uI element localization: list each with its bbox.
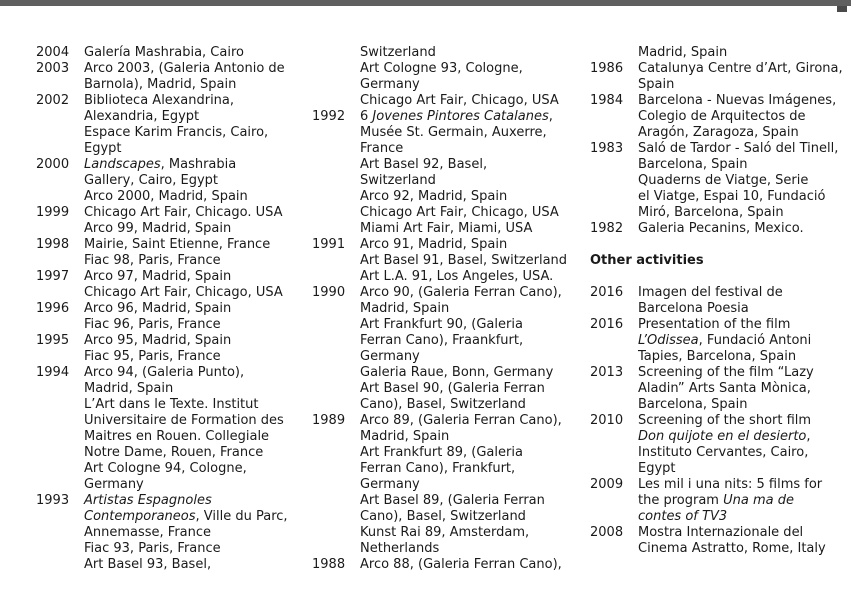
entry-line: Notre Dame, Rouen, France <box>84 445 264 460</box>
entry-line: Les mil i una nits: 5 films for <box>638 477 823 492</box>
entry-line: Tapies, Barcelona, Spain <box>638 349 797 364</box>
entry-line: Arco 99, Madrid, Spain <box>84 221 232 236</box>
entry-line: Arco 2003, (Galeria Antonio de <box>84 61 285 76</box>
entry-text <box>638 477 845 525</box>
entry-text <box>84 269 298 301</box>
exhibition-entry <box>36 237 298 269</box>
entry-text <box>360 557 580 573</box>
exhibition-entry <box>590 413 845 477</box>
entry-line: Arco 95, Madrid, Spain <box>84 333 232 348</box>
entry-text <box>638 61 845 93</box>
italic-title-text: Jovenes Pintores Catalanes <box>372 109 549 124</box>
entry-year: 1998 <box>36 237 70 252</box>
entry-line: Imagen del festival de <box>638 285 783 300</box>
entry-year: 1991 <box>312 237 346 252</box>
entry-line: Ferran Cano), Fraankfurt, <box>360 333 524 348</box>
entry-text <box>84 333 298 365</box>
section-heading: Other activities <box>590 253 704 268</box>
entry-year <box>590 45 638 61</box>
entry-line: el Viatge, Espai 10, Fundació <box>638 189 826 204</box>
entry-line: Miami Art Fair, Miami, USA <box>360 221 533 236</box>
entry-text <box>638 413 845 477</box>
entry-line: Arco 89, (Galeria Ferran Cano), <box>360 413 562 428</box>
line-text: , Mashrabia <box>160 157 237 172</box>
entry-text <box>638 93 845 141</box>
entry-line: Art Basel 93, Basel, <box>84 557 212 572</box>
entry-line <box>84 157 298 173</box>
exhibition-entry <box>36 61 298 93</box>
entry-line: Switzerland <box>360 173 436 188</box>
entry-line: Ferran Cano), Frankfurt, <box>360 461 516 476</box>
exhibition-entry <box>312 413 580 557</box>
entry-year <box>312 45 360 109</box>
exhibition-entry <box>36 93 298 157</box>
entry-line: Arco 94, (Galeria Punto), <box>84 365 245 380</box>
entry-line: Musée St. Germain, Auxerre, <box>360 125 547 140</box>
exhibition-entry <box>590 285 845 317</box>
entry-line: Chicago Art Fair, Chicago. USA <box>84 205 283 220</box>
entry-line: Galería Mashrabia, Cairo <box>84 45 244 60</box>
exhibition-entry <box>36 45 298 61</box>
entry-line: Catalunya Centre d’Art, Girona, <box>638 61 843 76</box>
entry-text <box>84 157 298 205</box>
entry-line: Art Basel 92, Basel, <box>360 157 488 172</box>
entry-line: Art Frankfurt 90, (Galeria <box>360 317 523 332</box>
entry-year: 1994 <box>36 365 70 380</box>
entry-year: 2010 <box>590 413 624 428</box>
entry-line: Galeria Pecanins, Mexico. <box>638 221 804 236</box>
entry-line <box>84 509 298 525</box>
entry-line: Barcelona, Spain <box>638 157 748 172</box>
line-text: , <box>548 109 553 124</box>
entry-year: 2013 <box>590 365 624 380</box>
entry-line: Arco 92, Madrid, Spain <box>360 189 508 204</box>
entry-line: Egypt <box>638 461 676 476</box>
entry-text <box>638 365 845 413</box>
entry-line <box>638 509 845 525</box>
entry-text <box>638 317 845 365</box>
entry-text <box>84 365 298 493</box>
entry-line: Arco 90, (Galeria Ferran Cano), <box>360 285 562 300</box>
exhibition-entry <box>590 141 845 221</box>
entry-text <box>638 45 845 61</box>
entry-line: Art Cologne 93, Cologne, <box>360 61 523 76</box>
entry-line: Madrid, Spain <box>84 381 174 396</box>
entry-line <box>638 493 845 509</box>
entry-text <box>360 109 580 237</box>
entry-line: Barcelona, Spain <box>638 397 748 412</box>
exhibition-entry <box>590 45 845 61</box>
entry-line: Germany <box>84 477 144 492</box>
entry-line: Barcelona - Nuevas Imágenes, <box>638 93 837 108</box>
exhibition-entry <box>312 557 580 573</box>
entry-line: Quaderns de Viatge, Serie <box>638 173 809 188</box>
entry-line: Germany <box>360 477 420 492</box>
entry-text <box>638 285 845 317</box>
cv-column-3 <box>590 45 845 557</box>
line-text: , Fundació Antoni <box>698 333 812 348</box>
exhibition-entry <box>36 157 298 205</box>
exhibition-entry <box>36 493 298 573</box>
entry-text <box>84 237 298 269</box>
italic-title-text: Artistas Espagnoles <box>84 493 212 508</box>
entry-line: Chicago Art Fair, Chicago, USA <box>360 205 559 220</box>
entry-line: Art L.A. 91, Los Angeles, USA. <box>360 269 554 284</box>
entry-line: Fiac 93, Paris, France <box>84 541 221 556</box>
line-text: , <box>806 429 811 444</box>
entry-line: Switzerland <box>360 45 436 60</box>
entry-year: 1999 <box>36 205 70 220</box>
entry-line: Saló de Tardor - Saló del Tinell, <box>638 141 839 156</box>
entry-line: Barcelona Poesia <box>638 301 749 316</box>
entry-line: Madrid, Spain <box>638 45 728 60</box>
entry-line: Barnola), Madrid, Spain <box>84 77 237 92</box>
entry-line: Biblioteca Alexandrina, <box>84 93 235 108</box>
entry-line: Fiac 96, Paris, France <box>84 317 221 332</box>
entry-line: Cinema Astratto, Rome, Italy <box>638 541 826 556</box>
entry-text <box>84 93 298 157</box>
entry-year: 1996 <box>36 301 70 316</box>
entry-line: Madrid, Spain <box>360 301 450 316</box>
entry-text <box>84 493 298 573</box>
entry-year: 2009 <box>590 477 624 492</box>
entry-year: 1983 <box>590 141 624 156</box>
entry-line: Presentation of the film <box>638 317 791 332</box>
entry-year: 2000 <box>36 157 70 172</box>
exhibition-entry <box>590 525 845 557</box>
entry-text <box>360 285 580 413</box>
entry-year: 2004 <box>36 45 70 60</box>
line-text: , Ville du Parc, <box>195 509 288 524</box>
italic-title-text: Una ma de <box>723 493 794 508</box>
exhibition-entry <box>312 285 580 413</box>
entry-line: Aragón, Zaragoza, Spain <box>638 125 799 140</box>
entry-line: Arco 88, (Galeria Ferran Cano), <box>360 557 562 572</box>
entry-text <box>360 237 580 285</box>
entry-year: 1992 <box>312 109 346 124</box>
entry-line: Netherlands <box>360 541 440 556</box>
italic-title-text: L’Odissea <box>638 333 699 348</box>
italic-title-text: Don quijote en el desierto <box>638 429 807 444</box>
exhibition-entry <box>312 109 580 237</box>
entry-text <box>638 221 845 237</box>
entry-line: Art Basel 90, (Galeria Ferran <box>360 381 545 396</box>
entry-year: 1997 <box>36 269 70 284</box>
exhibition-entry <box>590 61 845 93</box>
entry-line: Alexandria, Egypt <box>84 109 200 124</box>
cv-column-2 <box>312 45 580 573</box>
entry-line <box>360 109 580 125</box>
entry-line: Chicago Art Fair, Chicago, USA <box>360 93 559 108</box>
entry-line: Mairie, Saint Etienne, France <box>84 237 271 252</box>
entry-year: 1995 <box>36 333 70 348</box>
italic-title-text: Landscapes <box>84 157 161 172</box>
entry-line: Espace Karim Francis, Cairo, <box>84 125 269 140</box>
entry-text <box>638 525 845 557</box>
entry-line: Fiac 98, Paris, France <box>84 253 221 268</box>
entry-line: Arco 2000, Madrid, Spain <box>84 189 248 204</box>
line-text: 6 <box>360 109 373 124</box>
exhibition-entry <box>36 301 298 333</box>
exhibition-entry <box>36 365 298 493</box>
cv-column-1 <box>36 45 298 573</box>
exhibition-entry <box>590 317 845 365</box>
italic-title-text: Contemporaneos <box>84 509 196 524</box>
entry-text <box>360 413 580 557</box>
entry-year: 2016 <box>590 317 624 332</box>
window-top-bar <box>0 0 851 6</box>
entry-line: Arco 91, Madrid, Spain <box>360 237 508 252</box>
entry-line: Art Basel 91, Basel, Switzerland <box>360 253 568 268</box>
entry-line: France <box>360 141 404 156</box>
entry-text <box>84 205 298 237</box>
entry-line: L’Art dans le Texte. Institut <box>84 397 259 412</box>
entry-line <box>638 429 845 445</box>
entry-line: Chicago Art Fair, Chicago, USA <box>84 285 283 300</box>
entry-line <box>84 493 298 509</box>
corner-handle-icon <box>837 6 847 12</box>
exhibition-entry <box>36 333 298 365</box>
entry-year: 2002 <box>36 93 70 108</box>
entry-line: Kunst Rai 89, Amsterdam, <box>360 525 530 540</box>
entry-line: Screening of the film “Lazy <box>638 365 814 380</box>
entry-line: Germany <box>360 349 420 364</box>
exhibition-entry <box>590 221 845 237</box>
entry-line: Art Frankfurt 89, (Galeria <box>360 445 523 460</box>
entry-line: Madrid, Spain <box>360 429 450 444</box>
entry-line: Art Basel 89, (Galeria Ferran <box>360 493 545 508</box>
entry-line: Miró, Barcelona, Spain <box>638 205 784 220</box>
entry-year: 1989 <box>312 413 346 428</box>
entry-year: 2016 <box>590 285 624 300</box>
entry-line <box>638 333 845 349</box>
entry-text <box>638 141 845 221</box>
entry-line: Maitres en Rouen. Collegiale <box>84 429 270 444</box>
entry-line: Arco 97, Madrid, Spain <box>84 269 232 284</box>
entry-line: Germany <box>360 77 420 92</box>
entry-line: Colegio de Arquitectos de <box>638 109 806 124</box>
entry-year: 1993 <box>36 493 70 508</box>
entry-year: 1982 <box>590 221 624 236</box>
entry-year: 1990 <box>312 285 346 300</box>
entry-year: 2003 <box>36 61 70 76</box>
entry-line: Screening of the short film <box>638 413 812 428</box>
entry-text <box>360 45 580 109</box>
exhibition-entry <box>590 477 845 525</box>
entry-line: Mostra Internazionale del <box>638 525 804 540</box>
entry-line: Galeria Raue, Bonn, Germany <box>360 365 554 380</box>
entry-line: Spain <box>638 77 675 92</box>
italic-title-text: contes of TV3 <box>638 509 728 524</box>
entry-text <box>84 45 298 61</box>
exhibition-entry <box>590 365 845 413</box>
entry-line: Universitaire de Formation des <box>84 413 284 428</box>
exhibition-entry <box>312 45 580 109</box>
entry-line: Aladin” Arts Santa Mònica, <box>638 381 811 396</box>
entry-line: Art Cologne 94, Cologne, <box>84 461 247 476</box>
entry-line: Instituto Cervantes, Cairo, <box>638 445 809 460</box>
exhibition-entry <box>36 205 298 237</box>
entry-line: Cano), Basel, Switzerland <box>360 509 526 524</box>
entry-line: Egypt <box>84 141 122 156</box>
entry-line: Gallery, Cairo, Egypt <box>84 173 219 188</box>
entry-text <box>84 301 298 333</box>
entry-year: 1986 <box>590 61 624 76</box>
entry-year: 2008 <box>590 525 624 540</box>
entry-line: Annemasse, France <box>84 525 212 540</box>
exhibition-entry <box>312 237 580 285</box>
entry-line: Fiac 95, Paris, France <box>84 349 221 364</box>
entry-year: 1984 <box>590 93 624 108</box>
entry-line: Cano), Basel, Switzerland <box>360 397 526 412</box>
entry-line: Arco 96, Madrid, Spain <box>84 301 232 316</box>
entry-year: 1988 <box>312 557 346 572</box>
line-text: the program <box>638 493 724 508</box>
exhibition-entry <box>590 93 845 141</box>
entry-text <box>84 61 298 93</box>
exhibition-entry <box>36 269 298 301</box>
